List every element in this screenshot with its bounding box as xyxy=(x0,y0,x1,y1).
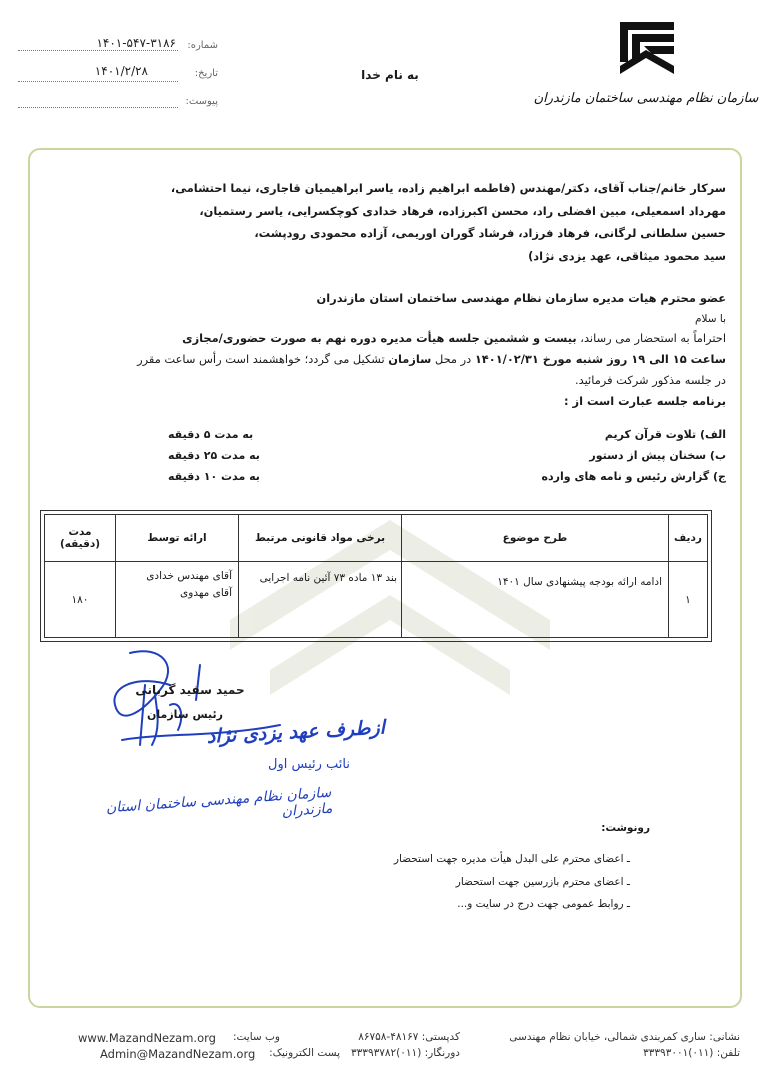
organization-logo xyxy=(533,20,759,120)
vice-president-title: نائب رئیس اول xyxy=(268,757,350,772)
attachment-label: پیوست: xyxy=(185,96,218,107)
cell-row-no: ۱ xyxy=(669,562,708,638)
addressee-line: سید محمود میثاقی، عهد یزدی نژاد) xyxy=(528,248,726,263)
col-header-duration: مدت (دقیقه) xyxy=(45,515,116,562)
on-behalf-note: ازطرف عهد یزدی نژاد xyxy=(206,716,386,748)
table-header-row xyxy=(45,515,708,562)
letter-number-row xyxy=(18,36,218,54)
greeting: با سلام xyxy=(694,312,726,325)
col-header-laws: برخی مواد قانونی مرتبط xyxy=(239,515,402,562)
signatory-name: حمید سفید گربانی xyxy=(135,683,245,697)
agenda-table xyxy=(44,514,708,638)
col-header-presenter: ارائه توسط xyxy=(116,515,239,562)
cell-laws: بند ۱۳ ماده ۷۳ آئین نامه اجرایی xyxy=(239,562,402,638)
cc-item: ـ روابط عمومی جهت درج در سایت و... xyxy=(457,898,630,910)
program-item-duration: به مدت ۱۰ دقیقه xyxy=(168,470,260,483)
table-row xyxy=(45,562,708,638)
cc-list xyxy=(330,848,630,916)
cc-item: ـ اعضای محترم علی البدل هیأت مدیره جهت استحضار xyxy=(393,853,630,865)
program-title: برنامه جلسه عبارت است از : xyxy=(564,393,726,408)
org-name-logotype: سازمان نظام مهندسی ساختمان مازندران xyxy=(533,91,759,106)
program-list xyxy=(40,428,726,491)
org-stamp: سازمان نظام مهندسی ساختمان استان مازندران xyxy=(105,784,333,821)
cell-duration: ۱۸۰ xyxy=(45,562,116,638)
number-label: شماره: xyxy=(187,40,218,51)
program-item: ج) گزارش رئیس و نامه های وارده به مدت ۱۰ دقیقه xyxy=(168,470,726,483)
addressee-line: سرکار خانم/جناب آقای، دکتر/مهندس (فاطمه ابراهیم زاده، یاسر ابراهیمیان قاجاری، نیما احتشامی، xyxy=(170,181,726,195)
letter-body xyxy=(40,287,726,412)
body-line-1: احتراماً به استحضار می رساند، بیست و ششمین جلسه هیأت مدیره دوره نهم به صورت حضوری/مجازی xyxy=(182,330,726,345)
program-item-duration: به مدت ۲۵ دقیقه xyxy=(168,449,260,462)
attachment-row xyxy=(18,96,218,110)
footer-address: نشانی: ساری کمربندی شمالی، خیابان نظام مهندسی xyxy=(509,1031,740,1043)
agenda-table-wrapper xyxy=(40,510,712,642)
footer-fax: دورنگار: (۰۱۱)۳۳۳۹۳۷۸۲ xyxy=(351,1047,460,1059)
col-header-subject: طرح موضوع xyxy=(402,515,669,562)
footer xyxy=(0,1025,760,1065)
date-label: تاریخ: xyxy=(194,68,218,79)
addressee-line: حسین سلطانی لرگانی، فرهاد فرزاد، فرشاد گوران اوریمی، آزاده محمودی رودپشت، xyxy=(254,226,726,240)
basmala: به نام خدا xyxy=(361,68,419,82)
footer-email-label: پست الکترونیک: xyxy=(269,1047,340,1059)
cell-subject: ادامه ارائه بودجه پیشنهادی سال ۱۴۰۱ xyxy=(402,562,669,638)
letter-date-row xyxy=(18,64,218,82)
cc-title: رونوشت: xyxy=(601,822,650,834)
footer-website[interactable]: www.MazandNezam.org xyxy=(78,1031,216,1045)
program-item-duration: به مدت ۵ دقیقه xyxy=(168,428,254,441)
program-item: الف) تلاوت قرآن کریم به مدت ۵ دقیقه xyxy=(168,428,726,441)
col-header-row-no: ردیف xyxy=(669,515,708,562)
program-item: ب) سخنان پیش از دستور به مدت ۲۵ دقیقه xyxy=(168,449,726,462)
footer-phone: تلفن: (۰۱۱)۳۳۳۹۳۰۰۱ xyxy=(643,1047,740,1059)
footer-postal: کدپستی: ۴۸۱۶۷-۸۶۷۵۸ xyxy=(358,1031,460,1043)
footer-email[interactable]: Admin@MazandNezam.org xyxy=(100,1047,256,1061)
cc-item: ـ اعضای محترم بازرسین جهت استحضار xyxy=(455,875,630,888)
body-line-3: در جلسه مذکور شرکت فرمائید. xyxy=(575,372,726,387)
addressee-line: مهرداد اسمعیلی، مبین افضلی راد، محسن اکبرزاده، فرهاد خدادی کوچکسرایی، یاسر رستمیان، xyxy=(199,203,726,218)
number-value: ۱۴۰۱-۵۴۷-۳۱۸۶ xyxy=(96,36,176,50)
recipient-role: عضو محترم هیات مدیره سازمان نظام مهندسی ساختمان استان مازندران xyxy=(316,291,726,305)
addressees-block xyxy=(40,177,726,267)
date-value: ۱۴۰۱/۲/۲۸ xyxy=(94,64,148,78)
footer-website-label: وب سایت: xyxy=(232,1031,280,1043)
signatory-title: رئیس سازمان xyxy=(147,708,223,721)
body-line-2: ساعت ۱۵ الی ۱۹ روز شنبه مورخ ۱۴۰۱/۰۲/۳۱ در محل سازمان تشکیل می گردد؛ خواهشمند است رأس ساعت مقرر xyxy=(137,351,726,366)
cell-presenter: آقای مهندس خدادی آقای مهدوی xyxy=(116,562,239,638)
